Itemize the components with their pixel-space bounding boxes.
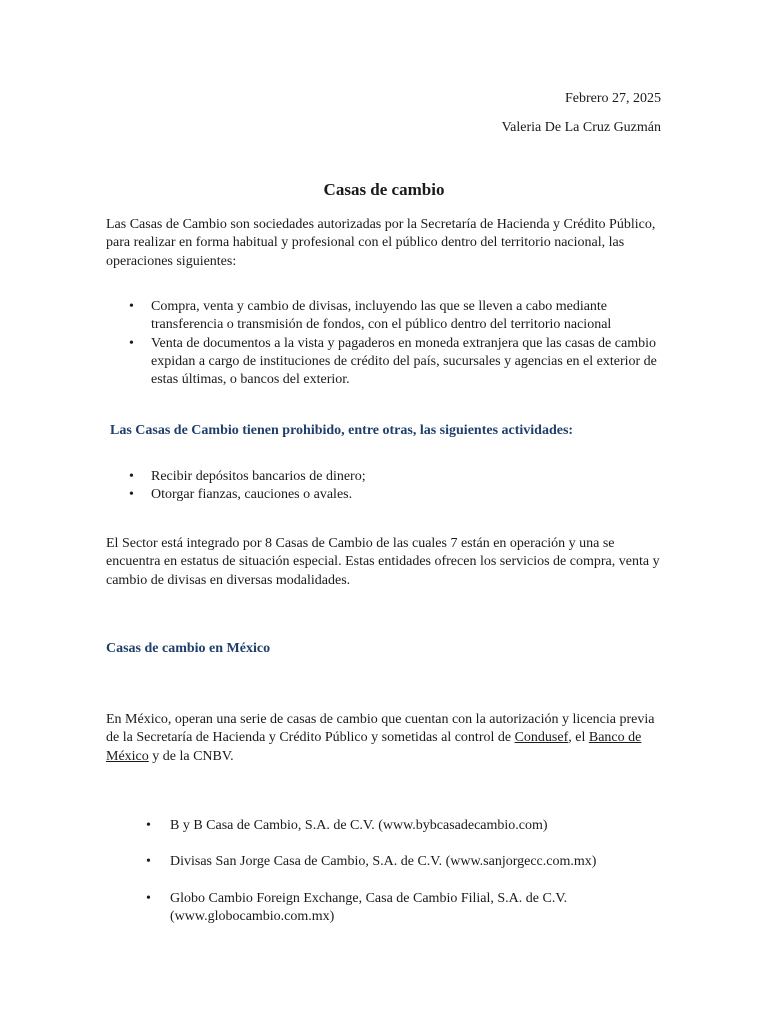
mexico-text-2: , el [568, 730, 589, 746]
list-item: • Otorgar fianzas, cauciones o avales. [151, 486, 666, 504]
sector-paragraph: El Sector está integrado por 8 Casas de Cambio de las cuales 7 están en operación y una se encuentra en estatus de situación especial. Estas entidades ofrecen los servicios de compra, venta y cambio de divisas en diversas modalidades. [106, 536, 660, 588]
document-title: Casas de cambio [323, 180, 445, 199]
list-item: • Divisas San Jorge Casa de Cambio, S.A. de C.V. (www.sanjorgecc.com.mx) [170, 853, 670, 871]
list-item: • Compra, venta y cambio de divisas, incluyendo las que se lleven a cabo mediante transferencia o transmisión de fondos, con el público dentro del territorio nacional [151, 298, 666, 335]
prohibited-list [151, 468, 666, 505]
condusef-link[interactable]: Condusef [514, 730, 569, 746]
mexico-text-1: En México, operan una serie de casas de cambio que cuentan con la autorización y licencia previa de la Secretaría de Hacienda y Crédito Público y sometidas al control de [106, 712, 655, 746]
companies-list [170, 817, 670, 944]
list-item: • Venta de documentos a la vista y pagaderos en moneda extranjera que las casas de cambio expidan a cargo de instituciones de crédito del país, sucursales y agencias en el exterior de estas últimas, o bancos del exterior. [151, 335, 666, 390]
list-item: • B y B Casa de Cambio, S.A. de C.V. (www.bybcasadecambio.com) [170, 817, 670, 835]
intro-paragraph: Las Casas de Cambio son sociedades autorizadas por la Secretaría de Hacienda y Crédito Público, para realizar en forma habitual y profesional con el público dentro del territorio nacional, las operaciones siguientes: [106, 217, 656, 269]
mexico-text-3: y de la CNBV. [148, 748, 234, 764]
document-author: Valeria De La Cruz Guzmán [501, 120, 661, 135]
mexico-paragraph [106, 711, 666, 766]
list-item: • Globo Cambio Foreign Exchange, Casa de Cambio Filial, S.A. de C.V. (www.globocambio.com.mx) [170, 890, 670, 927]
document-date: Febrero 27, 2025 [564, 91, 661, 106]
prohibited-heading: Las Casas de Cambio tienen prohibido, entre otras, las siguientes actividades: [110, 423, 574, 438]
mexico-heading: Casas de cambio en México [106, 641, 271, 656]
banco-de-mexico-link[interactable]: Banco de México [106, 730, 642, 764]
list-item: • Recibir depósitos bancarios de dinero; [151, 468, 666, 486]
operations-list [151, 298, 666, 389]
